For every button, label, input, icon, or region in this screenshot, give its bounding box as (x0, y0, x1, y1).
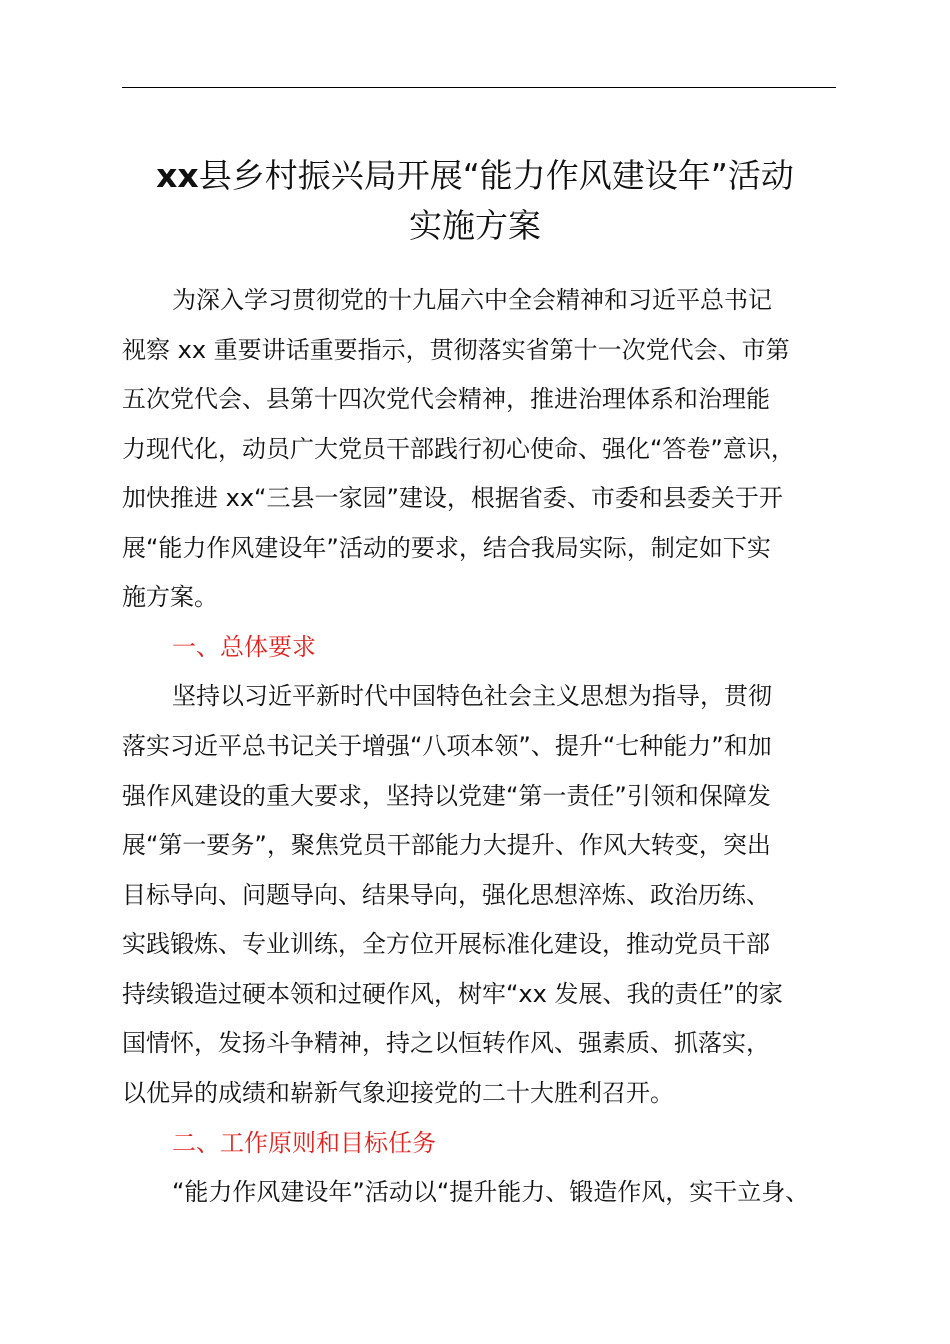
intro-line: 加快推进 xx“三县一家园”建设，根据省委、市委和县委关于开 (122, 484, 783, 512)
document-title-line-1 (100, 156, 850, 196)
intro-line: 施方案。 (122, 583, 218, 611)
section1-line: 展“第一要务”，聚焦党员干部能力大提升、作风大转变，突出 (122, 831, 771, 859)
intro-line: 为深入学习贯彻党的十九届六中全会精神和习近平总书记 (172, 286, 772, 314)
section1-line: 强作风建设的重大要求，坚持以党建“第一责任”引领和保障发 (122, 782, 771, 810)
intro-line: 展“能力作风建设年”活动的要求，结合我局实际，制定如下实 (122, 534, 771, 562)
intro-line: 视察 xx 重要讲话重要指示，贯彻落实省第十一次党代会、市第 (122, 336, 790, 364)
intro-line: 力现代化，动员广大党员干部践行初心使命、强化“答卷”意识， (122, 435, 795, 463)
section-heading-overall-requirements: 一、总体要求 (172, 633, 316, 661)
intro-line: 五次党代会、县第十四次党代会精神，推进治理体系和治理能 (122, 385, 770, 413)
section1-line: 实践锻炼、专业训练，全方位开展标准化建设，推动党员干部 (122, 930, 770, 958)
title-prefix: xx (156, 156, 199, 195)
section1-line: 国情怀，发扬斗争精神，持之以恒转作风、强素质、抓落实， (122, 1029, 770, 1057)
document-title-line-2: 实施方案 (409, 206, 541, 245)
section1-line: 坚持以习近平新时代中国特色社会主义思想为指导，贯彻 (172, 682, 772, 710)
title-main: 县乡村振兴局开展“能力作风建设年”活动 (198, 156, 794, 195)
section1-line: 落实习近平总书记关于增强“八项本领”、提升“七种能力”和加 (122, 732, 772, 760)
section1-line: 持续锻造过硬本领和过硬作风，树牢“xx 发展、我的责任”的家 (122, 980, 783, 1008)
header-rule (122, 87, 836, 88)
section1-line: 以优异的成绩和崭新气象迎接党的二十大胜利召开。 (122, 1079, 674, 1107)
section1-line: 目标导向、问题导向、结果导向，强化思想淬炼、政治历练、 (122, 881, 770, 909)
section2-line: “能力作风建设年”活动以“提升能力、锻造作风，实干立身、 (172, 1178, 810, 1206)
section-heading-principles-and-tasks: 二、工作原则和目标任务 (172, 1129, 436, 1157)
